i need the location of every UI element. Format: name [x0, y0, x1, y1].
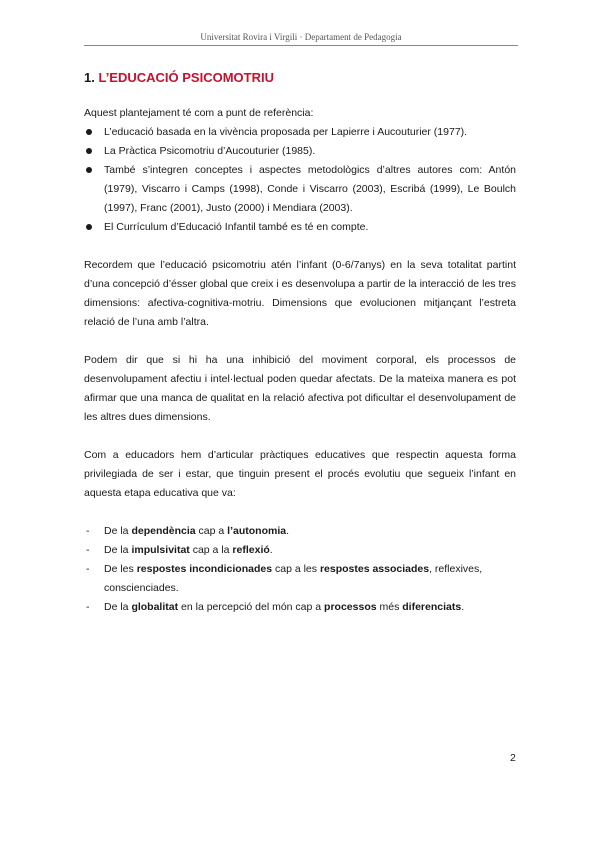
dash-marker: -: [86, 525, 90, 537]
intro-paragraph: Aquest plantejament té com a punt de referència:: [84, 107, 314, 119]
bullet-dot-icon: [86, 148, 92, 154]
page-header: Universitat Rovira i Virgili · Departament de Pedagogia: [84, 32, 518, 46]
bullet-dot-icon: [86, 224, 92, 230]
reference-item: [84, 142, 516, 161]
page-content: [84, 104, 516, 617]
evolution-item: [84, 598, 516, 617]
page-number: 2: [510, 752, 516, 764]
body-paragraph-1: Recordem que l’educació psicomotriu atén l’infant (0-6/7anys) en la seva totalitat partint d’una concepció d’ésser global que creix i es desenvolupa a partir de la interacció de les tres dimensions: afectiva-cognitiva-motriu. Dimensions que evolucionen mitjançant l’estreta relació de l’una amb l’altra.: [84, 259, 516, 328]
evolution-list: [84, 522, 516, 617]
reference-text: El Currículum d’Educació Infantil també es té en compte.: [104, 221, 369, 233]
evolution-text: De la impulsivitat cap a la reflexió.: [104, 544, 273, 556]
reference-item: [84, 218, 516, 237]
bullet-dot-icon: [86, 129, 92, 135]
reference-text: L’educació basada en la vivència proposada per Lapierre i Aucouturier (1977).: [104, 126, 468, 138]
evolution-text: De les respostes incondicionades cap a les respostes associades, reflexives, conscienciades.: [104, 563, 483, 594]
evolution-text: De la dependència cap a l’autonomia.: [104, 525, 289, 537]
section-title: [84, 70, 274, 85]
section-title-text: L’EDUCACIÓ PSICOMOTRIU: [98, 70, 274, 85]
evolution-text: De la globalitat en la percepció del món cap a processos més diferenciats.: [104, 601, 465, 613]
evolution-item: [84, 522, 516, 541]
reference-list: [84, 123, 516, 237]
dash-marker: -: [86, 601, 90, 613]
evolution-item: [84, 560, 516, 598]
dash-marker: -: [86, 544, 90, 556]
reference-text: També s’integren conceptes i aspectes metodològics d’altres autores com: Antón (1979), Viscarro i Camps (1998), Conde i Viscarro (2003), Escribá (1999), Le Boulch (1997), Franc (2001), Justo (2000) i Mendiara (2003).: [104, 164, 516, 214]
body-paragraph-3: Com a educadors hem d’articular pràctiques educatives que respectin aquesta forma privilegiada de ser i estar, que tinguin present el procés evolutiu que segueix l’infant en aquesta etapa educativa que va:: [84, 449, 516, 499]
body-paragraph-2: Podem dir que si hi ha una inhibició del moviment corporal, els processos de desenvolupament afectiu i intel·lectual poden quedar afectats. De la mateixa manera es pot afirmar que una manca de qualitat en la relació afectiva pot dificultar el desenvolupament de les altres dues dimensions.: [84, 354, 516, 423]
evolution-item: [84, 541, 516, 560]
reference-text: La Pràctica Psicomotriu d’Aucouturier (1985).: [104, 145, 316, 157]
section-number: 1.: [84, 70, 95, 85]
reference-item: [84, 123, 516, 142]
reference-item: [84, 161, 516, 218]
bullet-dot-icon: [86, 167, 92, 173]
dash-marker: -: [86, 563, 90, 575]
